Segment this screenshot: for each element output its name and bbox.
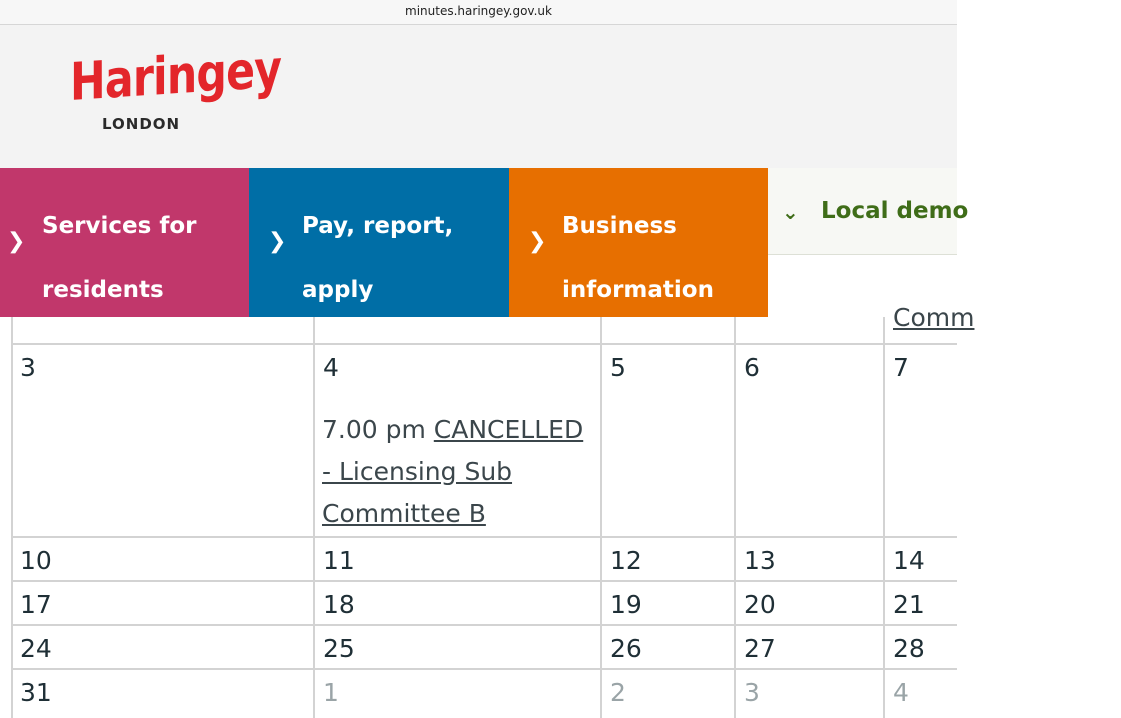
nav-label-line2: apply — [302, 277, 374, 303]
calendar-day-next-month: 3 — [744, 678, 760, 707]
chevron-down-icon: ⌄ — [782, 200, 799, 224]
calendar-day: 3 — [20, 353, 36, 382]
nav-label: Local demo — [821, 198, 969, 224]
calendar-day-next-month: 4 — [893, 678, 909, 707]
calendar-day: 14 — [893, 546, 925, 575]
calendar-day: 24 — [20, 634, 52, 663]
nav-label-line1: Business — [562, 213, 677, 239]
grid-line — [11, 580, 957, 582]
nav-label-line2: information — [562, 277, 714, 303]
calendar-day: 11 — [323, 546, 355, 575]
logo-wordmark: Haringey — [70, 39, 282, 113]
calendar-day: 18 — [323, 590, 355, 619]
nav-label-line1: Pay, report, — [302, 213, 454, 239]
nav-label-line1: Services for — [42, 213, 197, 239]
grid-line — [313, 317, 315, 718]
grid-line — [11, 668, 957, 670]
chevron-right-icon: ❯ — [7, 229, 26, 254]
grid-line — [883, 317, 885, 718]
nav-label-line2: residents — [42, 277, 164, 303]
calendar-day: 4 — [323, 353, 339, 382]
url-text: minutes.haringey.gov.uk — [405, 4, 552, 18]
grid-line — [11, 536, 957, 538]
calendar-day: 21 — [893, 590, 925, 619]
calendar-day-next-month: 1 — [323, 678, 339, 707]
calendar-day: 31 — [20, 678, 52, 707]
calendar-day: 27 — [744, 634, 776, 663]
calendar-day: 26 — [610, 634, 642, 663]
grid-line — [11, 624, 957, 626]
calendar-day-next-month: 2 — [610, 678, 626, 707]
logo-subtitle: LONDON — [102, 115, 181, 133]
nav-business-information[interactable] — [509, 168, 768, 317]
meetings-calendar — [0, 303, 975, 718]
browser-url-bar[interactable] — [0, 0, 957, 25]
calendar-day: 6 — [744, 353, 760, 382]
site-header — [0, 25, 957, 168]
chevron-right-icon: ❯ — [268, 229, 287, 254]
calendar-day: 5 — [610, 353, 626, 382]
nav-services-for-residents[interactable] — [0, 168, 249, 317]
grid-line — [11, 317, 13, 718]
calendar-day: 17 — [20, 590, 52, 619]
calendar-event — [322, 409, 597, 535]
main-navigation — [0, 168, 969, 317]
calendar-day: 20 — [744, 590, 776, 619]
calendar-day: 19 — [610, 590, 642, 619]
haringey-logo[interactable] — [70, 39, 282, 135]
grid-line — [11, 343, 957, 345]
nav-local-democracy[interactable] — [768, 168, 969, 255]
calendar-day: 13 — [744, 546, 776, 575]
calendar-day: 12 — [610, 546, 642, 575]
grid-line — [600, 317, 602, 718]
nav-pay-report-apply[interactable] — [249, 168, 509, 317]
meeting-link-partial[interactable]: Comm — [893, 303, 975, 332]
calendar-day: 7 — [893, 353, 909, 382]
grid-line — [734, 317, 736, 718]
event-time: 7.00 pm — [322, 415, 426, 444]
calendar-day: 25 — [323, 634, 355, 663]
chevron-right-icon: ❯ — [528, 229, 547, 254]
calendar-day: 28 — [893, 634, 925, 663]
event-link[interactable]: CANCELLED - Licensing Sub Committee B — [322, 415, 584, 528]
calendar-day: 10 — [20, 546, 52, 575]
